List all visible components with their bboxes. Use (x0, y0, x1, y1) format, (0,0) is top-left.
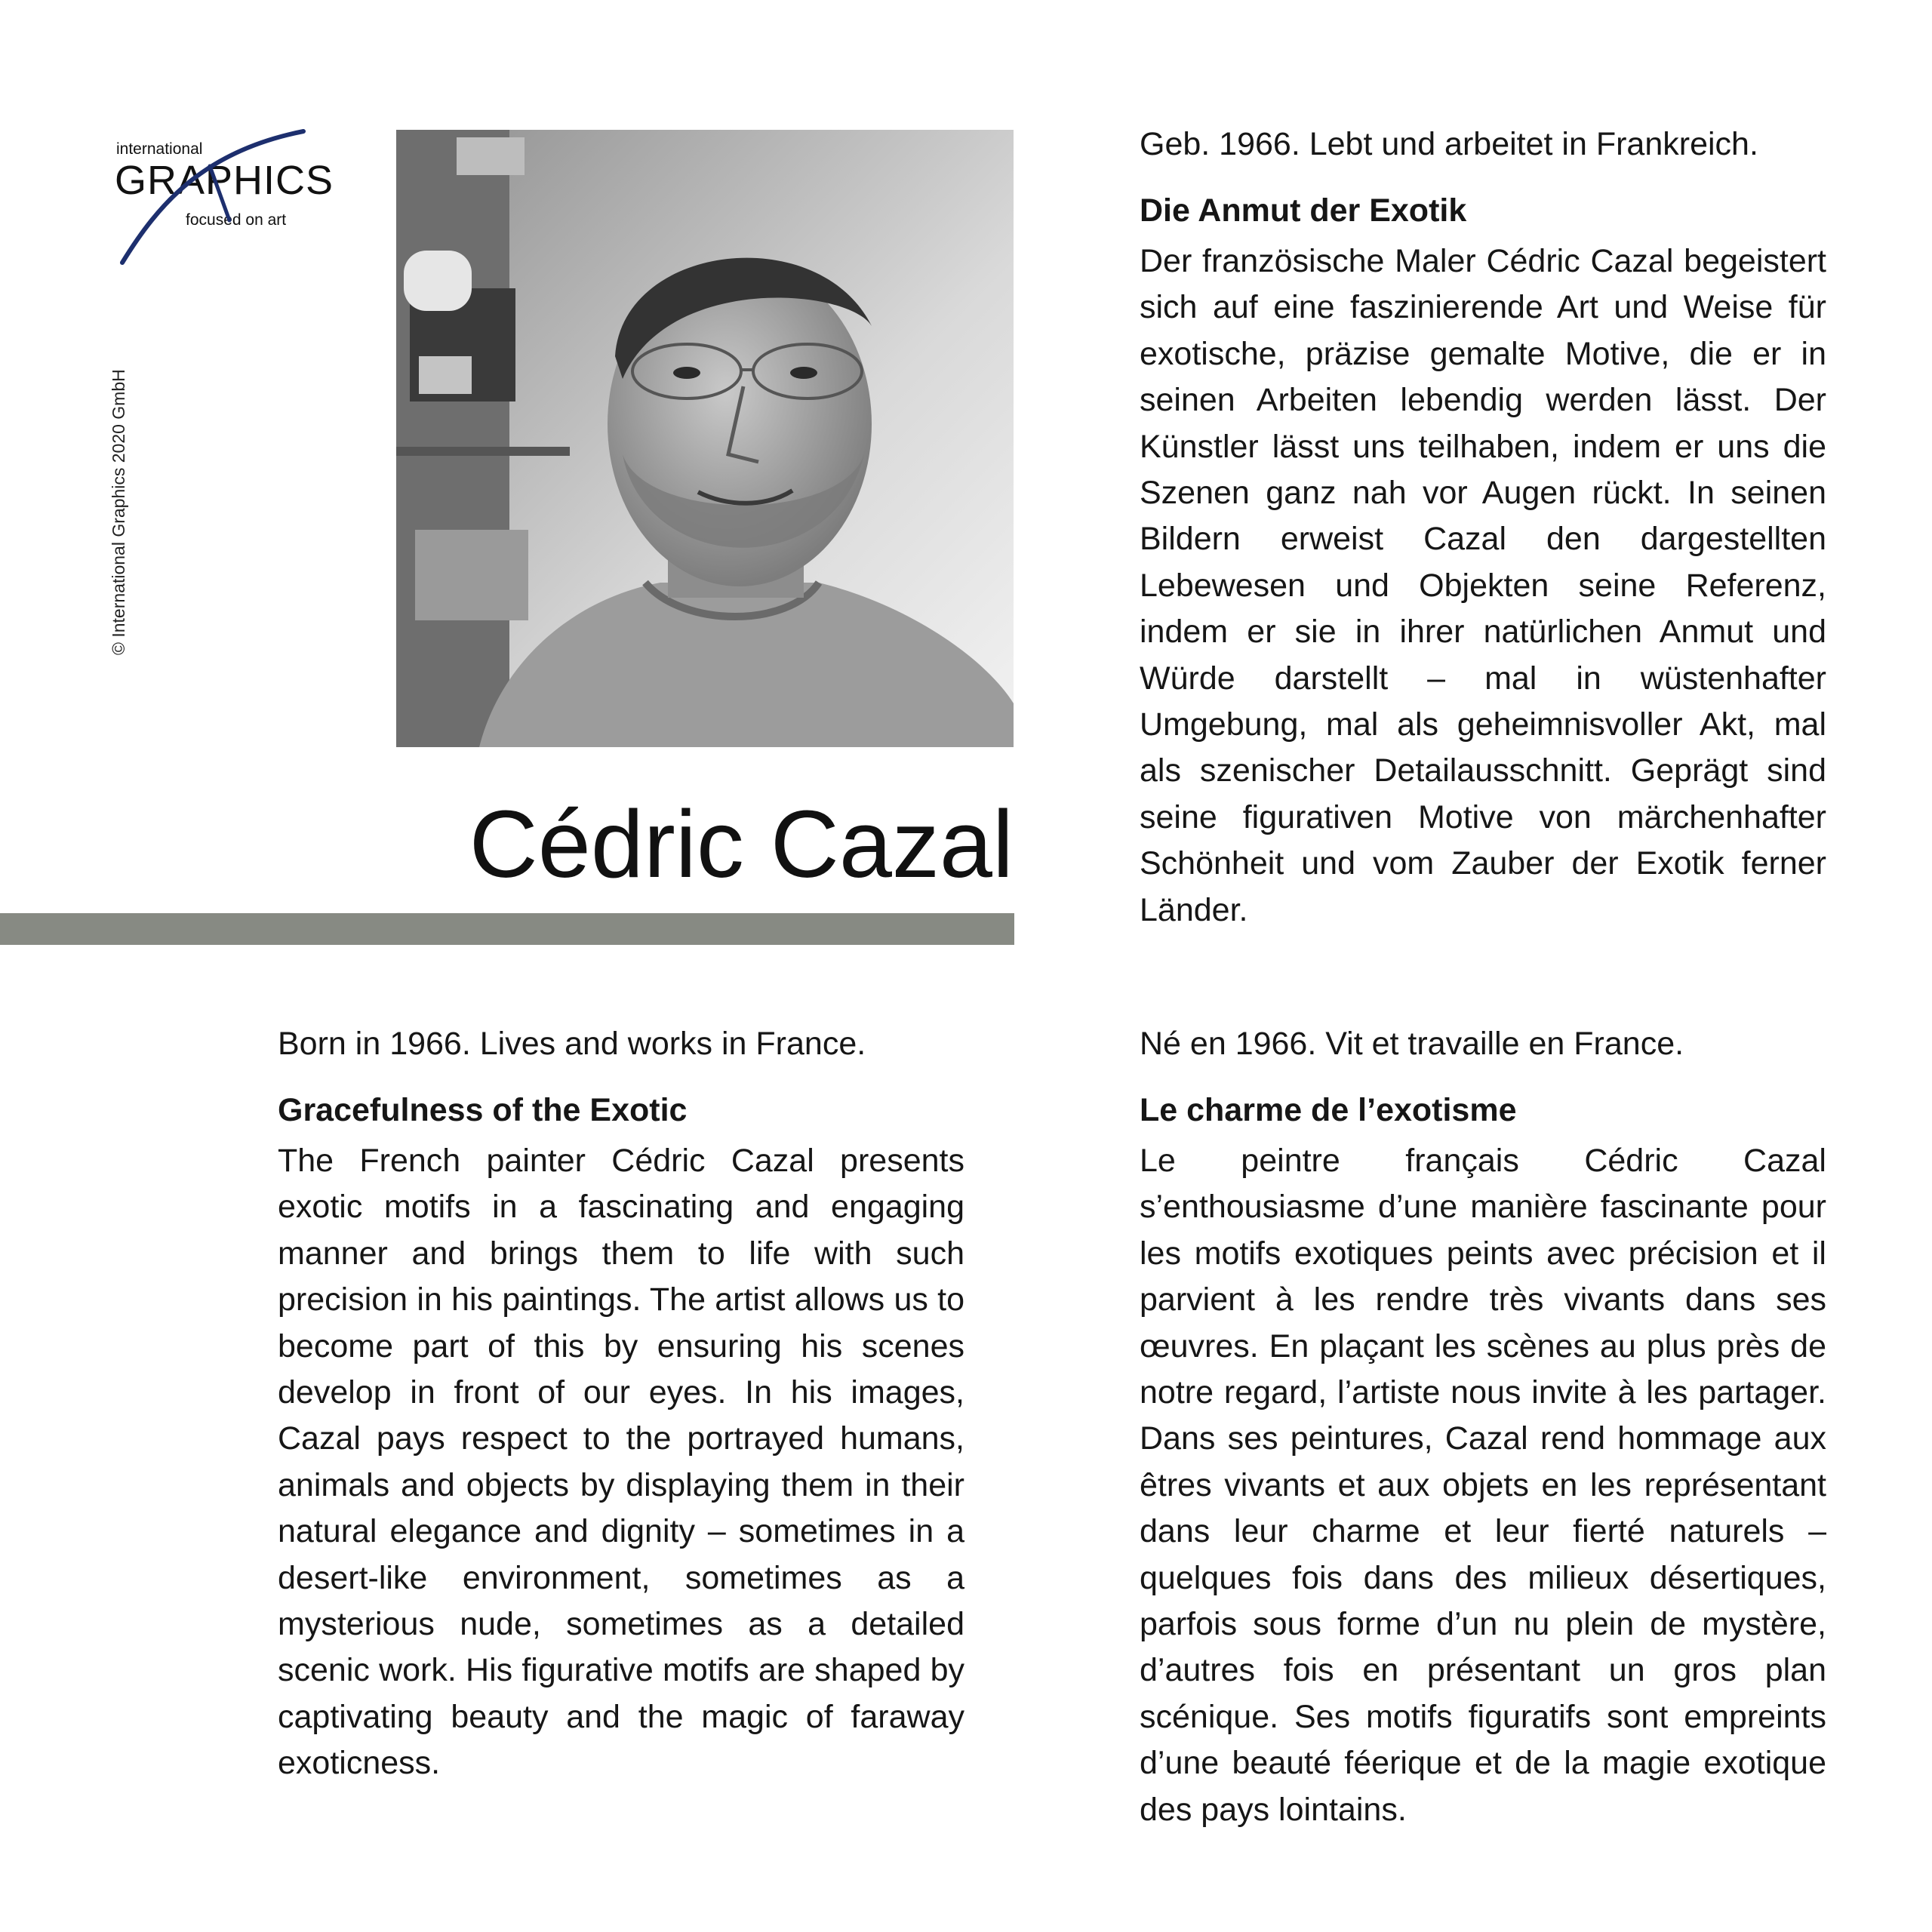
english-text-column (278, 1020, 964, 1787)
artist-portrait-photo (396, 130, 1014, 747)
german-text-column (1140, 121, 1826, 934)
title-underline-bar (0, 913, 1014, 945)
artist-name-title: Cédric Cazal (469, 791, 1014, 897)
logo-swoosh-icon (113, 121, 325, 272)
french-body: Le peintre français Cédric Cazal s’enthousiasme d’une manière fascinante pour les motifs exotiques peints avec précision et il parvient à les rendre très vivants dans ses œuvres. En plaçant les scènes au plus près de notre regard, l’artiste nous invite à les partager. Dans ses peintures, Cazal rend hommage aux êtres vivants et aux objets en les représentant dans leur charme et leur fierté naturels – quelques fois dans des milieux désertiques, parfois sous forme d’un nu plein de mystère, d’autres fois en présentant un gros plan scénique. Ses motifs figuratifs sont empreints d’une beauté féerique et de la magie exotique des pays lointains. (1140, 1143, 1826, 1828)
french-born-line: Né en 1966. Vit et travaille en France. (1140, 1026, 1684, 1062)
international-graphics-logo (113, 121, 334, 272)
german-body: Der französische Maler Cédric Cazal begeistert sich auf eine faszinierende Art und Weise für exotische, präzise gemalte Motive, die er in seinen Arbeiten lebendig werden lässt. Der Künstler lässt uns teilhaben, indem er uns die Szenen ganz nah vor Augen rückt. In seinen Bildern erweist Cazal den dargestellten Lebewesen und Objekten seine Referenz, indem er sie in ihrer natürlichen Anmut und Würde darstellt – mal in wüstenhafter Umgebung, mal als geheimnisvoller Akt, mal als szenischer Detailausschnitt. Geprägt sind seine figurativen Motive von märchenhafter Schönheit und vom Zauber der Exotik ferner Länder. (1140, 243, 1826, 928)
logo-brand: GRAPHICS (115, 158, 334, 203)
french-heading: Le charme de l’exotisme (1140, 1092, 1517, 1128)
german-born-line: Geb. 1966. Lebt und arbeitet in Frankreich. (1140, 126, 1758, 162)
english-born-line: Born in 1966. Lives and works in France. (278, 1026, 866, 1062)
german-heading: Die Anmut der Exotik (1140, 192, 1467, 229)
copyright-notice: © International Graphics 2020 GmbH (109, 369, 128, 655)
french-text-column (1140, 1020, 1826, 1833)
english-heading: Gracefulness of the Exotic (278, 1092, 688, 1128)
portrait-icon (396, 130, 1014, 747)
logo-line-top: international (116, 140, 203, 158)
logo-tagline: focused on art (186, 211, 287, 229)
english-body: The French painter Cédric Cazal presents exotic motifs in a fascinating and engaging manner and brings them to life with such precision in his paintings. The artist allows us to become part of this by ensuring his scenes develop in front of our eyes. In his images, Cazal pays respect to the portrayed humans, animals and objects by displaying them in their natural elegance and dignity – sometimes in a desert-like environment, sometimes as a mysterious nude, sometimes as a detailed scenic work. His figurative motifs are shaped by captivating beauty and the magic of faraway exoticness. (278, 1143, 964, 1782)
